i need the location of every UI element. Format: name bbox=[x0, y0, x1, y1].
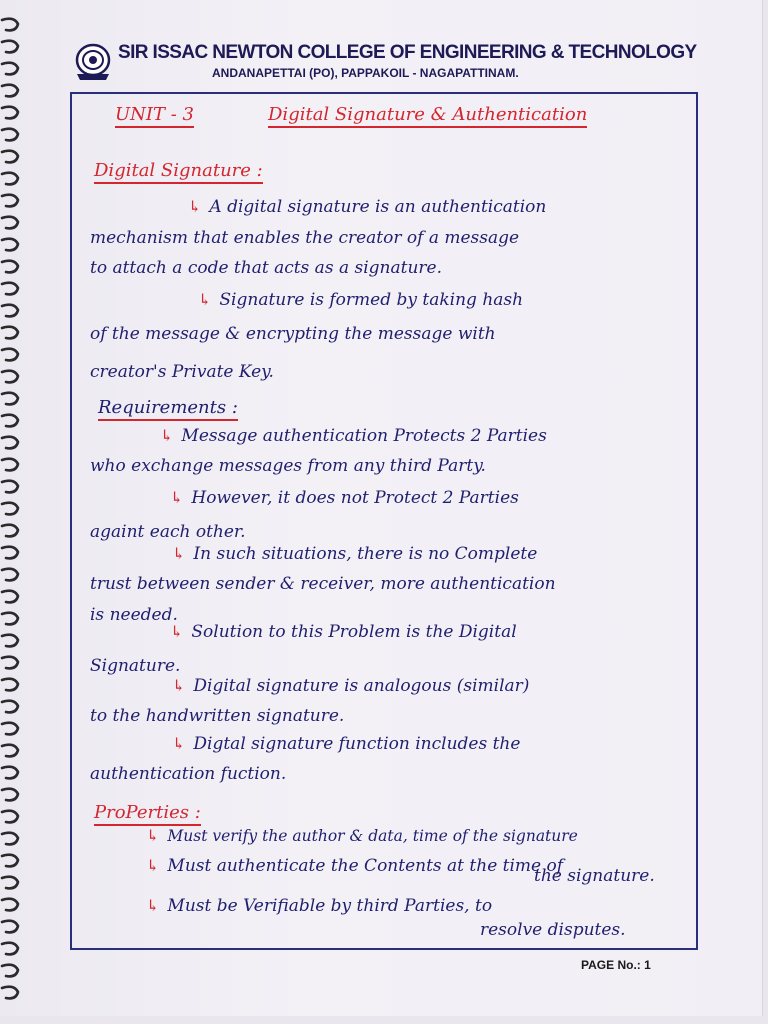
arrow-bullet-icon: ↳ bbox=[146, 856, 160, 875]
note-line: authentication fuction. bbox=[90, 764, 287, 784]
note-line: ↳ A digital signature is an authentication bbox=[188, 197, 547, 217]
page-number: PAGE No.: 1 bbox=[581, 958, 651, 972]
note-line: trust between sender & receiver, more authentication bbox=[90, 574, 556, 594]
note-line: to attach a code that acts as a signature. bbox=[90, 258, 442, 278]
arrow-bullet-icon: ↳ bbox=[146, 896, 160, 915]
note-line: to the handwritten signature. bbox=[90, 706, 345, 726]
section-heading-requirements: Requirements : bbox=[98, 397, 238, 418]
section-heading-digital-signature: Digital Signature : bbox=[94, 160, 263, 181]
note-line: ↳ Must authenticate the Contents at the time of bbox=[146, 856, 564, 876]
arrow-bullet-icon: ↳ bbox=[172, 676, 186, 695]
note-line: Signature. bbox=[90, 656, 181, 676]
note-line: resolve disputes. bbox=[480, 920, 626, 940]
unit-heading: UNIT - 3 bbox=[115, 104, 194, 125]
arrow-bullet-icon: ↳ bbox=[160, 426, 174, 445]
note-line: ↳ Must be Verifiable by third Parties, to bbox=[146, 896, 493, 916]
college-logo-emblem bbox=[72, 42, 114, 82]
page-title: Digital Signature & Authentication bbox=[268, 104, 587, 125]
arrow-bullet-icon: ↳ bbox=[170, 622, 184, 641]
note-line: ↳ In such situations, there is no Complete bbox=[172, 544, 538, 564]
note-line: creator's Private Key. bbox=[90, 362, 274, 382]
arrow-bullet-icon: ↳ bbox=[188, 197, 202, 216]
note-line: who exchange messages from any third Party. bbox=[90, 456, 486, 476]
note-line: ↳ Solution to this Problem is the Digital bbox=[170, 622, 517, 642]
college-header bbox=[70, 40, 730, 88]
arrow-bullet-icon: ↳ bbox=[170, 488, 184, 507]
note-line: ↳ Message authentication Protects 2 Parties bbox=[160, 426, 547, 446]
arrow-bullet-icon: ↳ bbox=[146, 826, 160, 845]
arrow-bullet-icon: ↳ bbox=[198, 290, 212, 309]
note-line: is needed. bbox=[90, 605, 178, 625]
section-heading-properties: ProPerties : bbox=[94, 802, 201, 823]
note-line: mechanism that enables the creator of a message bbox=[90, 228, 520, 248]
college-name: SIR ISSAC NEWTON COLLEGE OF ENGINEERING & TECHNOLOGY bbox=[118, 42, 697, 63]
college-address: ANDANAPETTAI (PO), PAPPAKOIL - NAGAPATTINAM. bbox=[212, 66, 519, 80]
note-line: ↳ Must verify the author & data, time of the signature bbox=[146, 826, 578, 845]
note-line: againt each other. bbox=[90, 522, 246, 542]
spiral-binding bbox=[0, 14, 28, 1004]
note-line: ↳ Signature is formed by taking hash bbox=[198, 290, 524, 310]
note-line: ↳ Digtal signature function includes the bbox=[172, 734, 521, 754]
arrow-bullet-icon: ↳ bbox=[172, 734, 186, 753]
note-line: of the message & encrypting the message with bbox=[90, 324, 496, 344]
arrow-bullet-icon: ↳ bbox=[172, 544, 186, 563]
note-line: ↳ Digital signature is analogous (similar) bbox=[172, 676, 530, 696]
note-line: the signature. bbox=[534, 866, 655, 886]
note-line: ↳ However, it does not Protect 2 Parties bbox=[170, 488, 519, 508]
